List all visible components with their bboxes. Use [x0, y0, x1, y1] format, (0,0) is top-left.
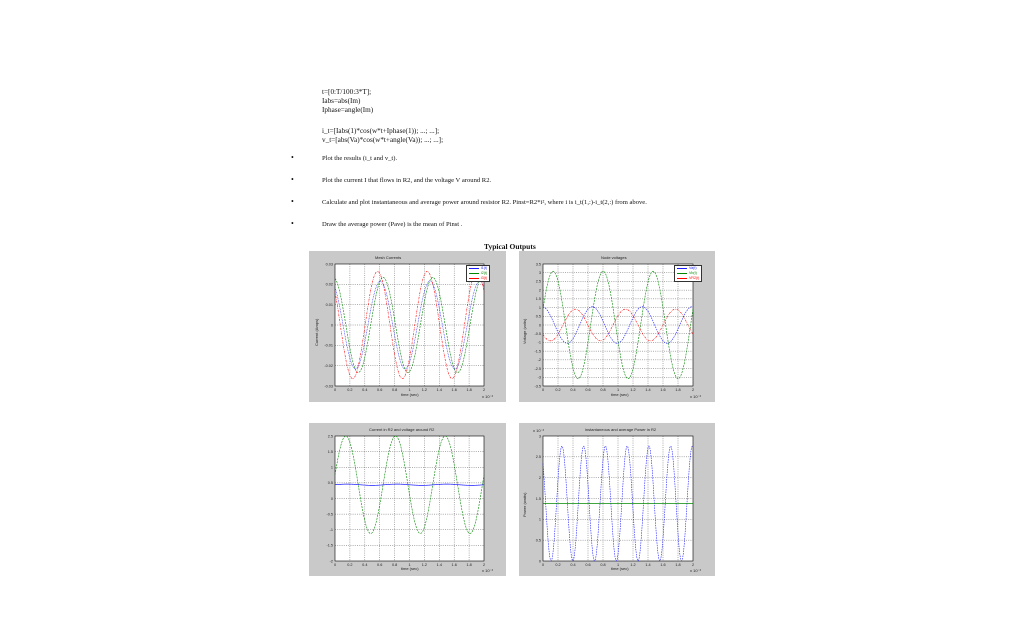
y-tick-label: -2: [537, 358, 541, 363]
y-tick-label: 0: [330, 496, 333, 501]
x-tick-label: 1.4: [645, 388, 651, 392]
x-tick-label: 0.8: [600, 563, 606, 567]
x-axis-label: time (sec): [611, 566, 629, 571]
y-tick-label: -1.5: [534, 349, 541, 354]
x-tick-label: 1.4: [436, 563, 442, 567]
code-line-3: Iphase=angle(Im): [322, 106, 374, 114]
y-tick-label: -3.5: [534, 384, 541, 389]
y-tick-label: -0.5: [326, 512, 333, 517]
x-tick-label: 1.4: [436, 388, 442, 392]
x-tick-label: 1: [616, 563, 620, 567]
x-tick-label: 0.6: [585, 563, 591, 567]
x-tick-label: 0.2: [555, 388, 561, 392]
bullet-text-1: Plot the results (i_t and v_t).: [322, 155, 398, 162]
bullet-text-4: Draw the average power (Pave) is the mean of Pinst .: [322, 221, 463, 228]
plot-node-voltages: [519, 251, 715, 402]
plot-power-svg: [519, 423, 715, 576]
y-tick-label: -2.5: [534, 366, 541, 371]
x-tick-label: 0: [333, 563, 337, 567]
y-tick-label: -1.5: [326, 543, 333, 548]
y-tick-label: 1: [538, 305, 541, 310]
x-axis-label: time (sec): [611, 392, 629, 397]
y-tick-label: 3: [538, 271, 541, 276]
x-tick-label: 1.6: [451, 388, 457, 392]
x-tick-label: 1: [408, 388, 411, 392]
y-tick-label: 2: [538, 288, 541, 293]
x-tick-label: 1.6: [660, 563, 666, 567]
typical-outputs-heading: Typical Outputs: [484, 242, 536, 251]
x-tick-label: 0.2: [347, 388, 353, 392]
legend-entry: Va(t): [689, 266, 699, 271]
plot-title: Mesh Currents: [375, 255, 402, 260]
y-tick-label: 1: [538, 517, 541, 522]
x-tick-label: 0.6: [585, 388, 591, 392]
x-exponent: x 10⁻³: [690, 394, 702, 399]
y-axis-label: Voltage (volts): [522, 318, 527, 344]
legend-entry: VR2(t): [689, 276, 700, 280]
x-tick-label: 1.2: [421, 563, 428, 567]
x-axis-label: time (sec): [401, 566, 419, 571]
plot-mesh-currents: [309, 251, 506, 402]
y-tick-label: 0.01: [325, 302, 333, 307]
x-exponent: x 10⁻³: [690, 568, 702, 573]
y-tick-label: 0.5: [535, 314, 541, 319]
plot-title: Current in R2 and voltage around R2: [369, 427, 435, 432]
y-tick-label: 1: [330, 465, 333, 470]
x-exponent: x 10⁻³: [482, 394, 494, 399]
bullet-text-3: Calculate and plot instantaneous and average power around resistor R2. Pinst=R2*i², where i is i_t(1,:)-i_t(2,:) from above.: [322, 199, 647, 206]
x-tick-label: 0.2: [347, 563, 353, 567]
x-tick-label: 0.4: [570, 388, 576, 392]
y-tick-label: -0.5: [534, 332, 541, 337]
x-tick-label: 0.8: [600, 388, 606, 392]
y-tick-label: -0.02: [324, 363, 333, 368]
x-tick-label: 2: [691, 563, 695, 567]
code-line-1: t=[0:T/100:3*T];: [322, 88, 372, 96]
x-axis-label: time (sec): [401, 392, 419, 397]
y-tick-label: 1.5: [535, 496, 541, 501]
y-tick-label: 0: [538, 323, 541, 328]
x-tick-label: 0: [333, 388, 337, 392]
y-tick-label: 3: [538, 434, 541, 439]
x-tick-label: 1.6: [451, 563, 457, 567]
bullet-dot: •: [291, 197, 294, 206]
x-exponent: x 10⁻³: [482, 568, 494, 573]
bullet-dot: •: [291, 219, 294, 228]
y-tick-label: -1: [329, 528, 333, 533]
plot-title: instantaneous and average Power in R2: [585, 427, 657, 432]
y-tick-label: 2.5: [535, 455, 541, 460]
bullet-dot: •: [291, 153, 294, 162]
y-tick-label: 0.02: [325, 282, 333, 287]
x-tick-label: 0.4: [570, 563, 576, 567]
x-tick-label: 1: [616, 388, 620, 392]
x-tick-label: 0.6: [377, 563, 383, 567]
plot-r2-current-voltage: [309, 423, 506, 576]
y-axis-label: Current (Amps): [314, 318, 319, 346]
x-tick-label: 1.8: [466, 388, 472, 392]
x-tick-label: 2: [482, 388, 486, 392]
y-tick-label: 2.5: [327, 434, 333, 439]
x-tick-label: 0.4: [362, 388, 368, 392]
x-tick-label: 1.2: [421, 388, 428, 392]
legend-entry: i3(t): [481, 276, 488, 280]
code-line-4: i_t=[Iabs(1)*cos(w*t+Iphase(1)); ...; ...];: [322, 127, 440, 135]
y-tick-label: -0.01: [324, 343, 333, 348]
y-tick-label: 1.5: [535, 297, 541, 302]
legend: [674, 265, 702, 282]
x-tick-label: 0.2: [555, 563, 561, 567]
y-tick-label: 0: [330, 323, 333, 328]
legend-entry: i2(t): [481, 271, 488, 275]
x-tick-label: 0.6: [377, 388, 383, 392]
plot-r2-svg: [309, 423, 506, 576]
y-exponent: x 10⁻³: [533, 428, 545, 433]
x-tick-label: 1.8: [675, 563, 681, 567]
x-tick-label: 1.8: [675, 388, 681, 392]
y-tick-label: 1.5: [327, 449, 333, 454]
legend-entry: Vb(t): [689, 271, 699, 276]
bullet-dot: •: [291, 175, 294, 184]
y-tick-label: 0.03: [325, 262, 333, 267]
y-tick-label: -1: [537, 340, 541, 345]
x-tick-label: 0: [541, 388, 545, 392]
plot-title: Node voltages: [601, 255, 627, 260]
x-tick-label: 1.2: [630, 388, 636, 392]
y-axis-label: Power (watts): [522, 492, 527, 517]
x-tick-label: 2: [482, 563, 486, 567]
x-tick-label: 2: [691, 388, 695, 392]
x-tick-label: 0: [541, 563, 545, 567]
x-tick-label: 1: [408, 563, 411, 567]
y-tick-label: -3: [537, 375, 541, 380]
y-tick-label: -2: [329, 559, 333, 564]
x-tick-label: 0.4: [362, 563, 368, 567]
bullet-text-2: Plot the current I that flows in R2, and the voltage V around R2.: [322, 177, 492, 184]
y-tick-label: -0.03: [324, 384, 333, 389]
x-tick-label: 0.8: [391, 563, 398, 567]
x-tick-label: 1.4: [645, 563, 651, 567]
plot-power-r2: [519, 423, 715, 576]
y-tick-label: 0: [538, 559, 541, 564]
x-tick-label: 1.6: [660, 388, 666, 392]
x-tick-label: 1.2: [630, 563, 636, 567]
code-line-5: v_t=[abs(Va)*cos(w*t+angle(Va)); ...; ...];: [322, 136, 444, 144]
y-tick-label: 2.5: [535, 279, 541, 284]
legend: [466, 265, 490, 282]
y-tick-label: 2: [538, 475, 541, 480]
code-line-2: Iabs=abs(Im): [322, 97, 361, 105]
y-tick-label: 0.5: [327, 481, 333, 486]
x-tick-label: 0.8: [391, 388, 398, 392]
y-tick-label: 0.5: [535, 538, 541, 543]
y-tick-label: 3.5: [535, 262, 541, 267]
legend-entry: i1(t): [481, 266, 488, 270]
x-tick-label: 1.8: [466, 563, 472, 567]
